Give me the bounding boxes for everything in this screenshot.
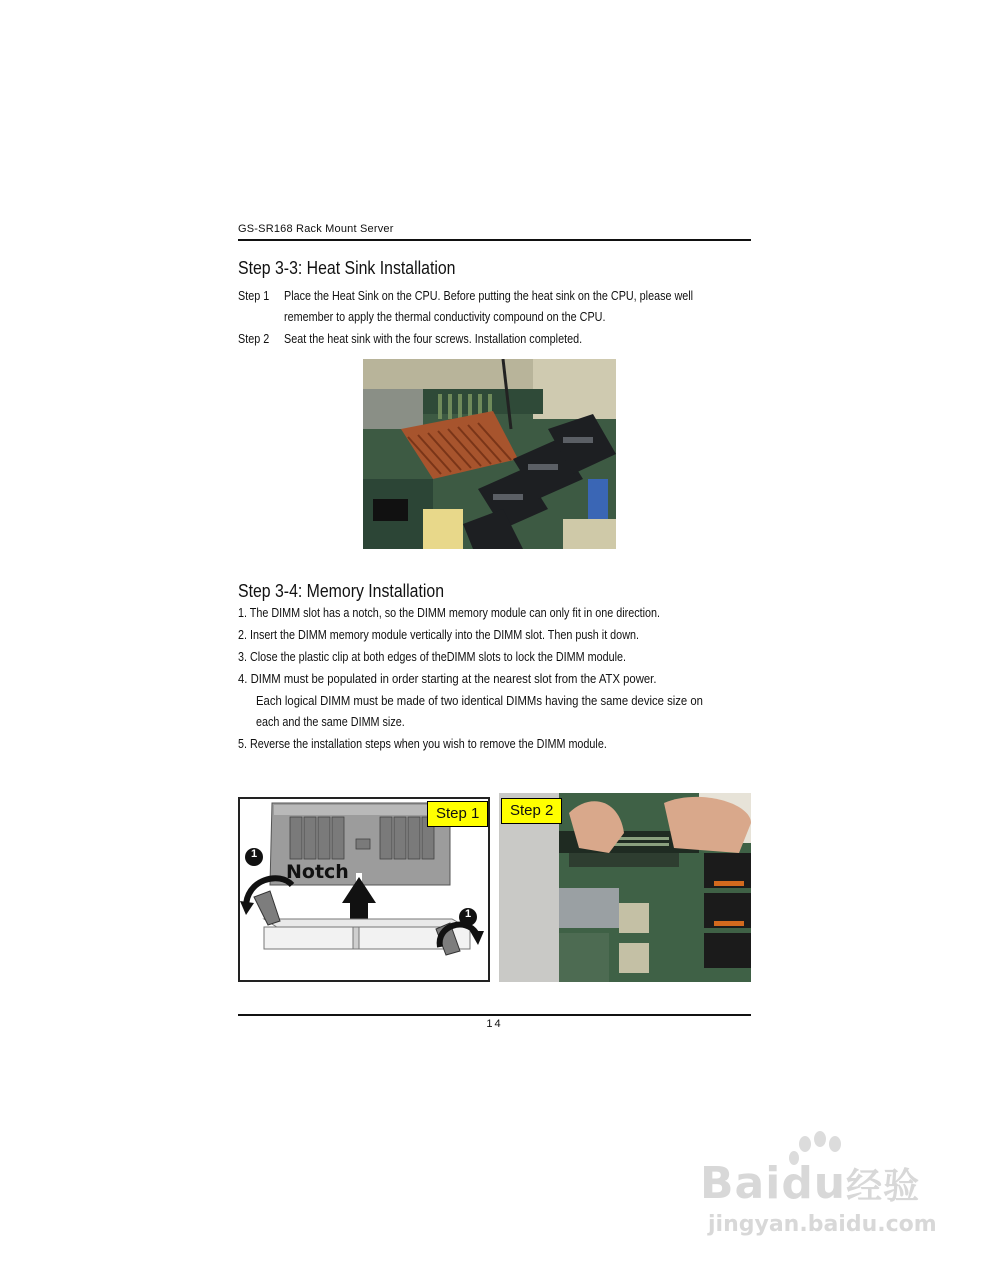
heatsink-step2-label: Step 2 <box>238 331 270 346</box>
heatsink-step1-text: Place the Heat Sink on the CPU. Before putting the heat sink on the CPU, please well <box>284 288 694 303</box>
watermark-cn: 经验 <box>846 1166 921 1207</box>
baidu-watermark-logo <box>700 1130 940 1240</box>
clip-marker-right: 1 <box>464 908 472 920</box>
memory-section-title: Step 3-4: Memory Installation <box>238 581 445 601</box>
watermark-url: jingyan.baidu.com <box>708 1212 937 1237</box>
memory-item-5: 5. Reverse the installation steps when you wish to remove the DIMM module. <box>238 736 607 751</box>
heatsink-photo <box>363 359 616 549</box>
step2-tag: Step 2 <box>501 798 562 824</box>
watermark-brand <box>700 1158 920 1209</box>
memory-install-photo <box>499 793 751 982</box>
watermark-brand-du: du <box>781 1158 847 1209</box>
footer-rule <box>238 1014 751 1016</box>
heatsink-section-title: Step 3-3: Heat Sink Installation <box>238 258 456 278</box>
memory-item-2: 2. Insert the DIMM memory module vertically into the DIMM slot. Then push it down. <box>238 627 639 642</box>
heatsink-step2-text: Seat the heat sink with the four screws. Installation completed. <box>284 331 583 346</box>
memory-item-4-cont2: each and the same DIMM size. <box>256 714 405 729</box>
memory-item-1: 1. The DIMM slot has a notch, so the DIMM memory module can only fit in one direction. <box>238 605 660 620</box>
dimm-diagram <box>238 797 490 982</box>
running-header: GS-SR168 Rack Mount Server <box>238 223 394 235</box>
notch-label: Notch <box>286 861 349 883</box>
memory-item-3: 3. Close the plastic clip at both edges of theDIMM slots to lock the DIMM module. <box>238 649 627 664</box>
memory-item-4-cont: Each logical DIMM must be made of two identical DIMMs having the same device size on <box>256 693 703 708</box>
watermark-brand-bai: Bai <box>700 1158 782 1209</box>
heatsink-step1-label: Step 1 <box>238 288 270 303</box>
heatsink-step1-text-cont: remember to apply the thermal conductivity compound on the CPU. <box>284 309 606 324</box>
step1-tag: Step 1 <box>427 801 488 827</box>
header-rule <box>238 239 751 241</box>
clip-marker-left: 1 <box>250 848 258 860</box>
memory-item-4: 4. DIMM must be populated in order starting at the nearest slot from the ATX power. <box>238 671 657 686</box>
page-number: 14 <box>486 1018 503 1030</box>
